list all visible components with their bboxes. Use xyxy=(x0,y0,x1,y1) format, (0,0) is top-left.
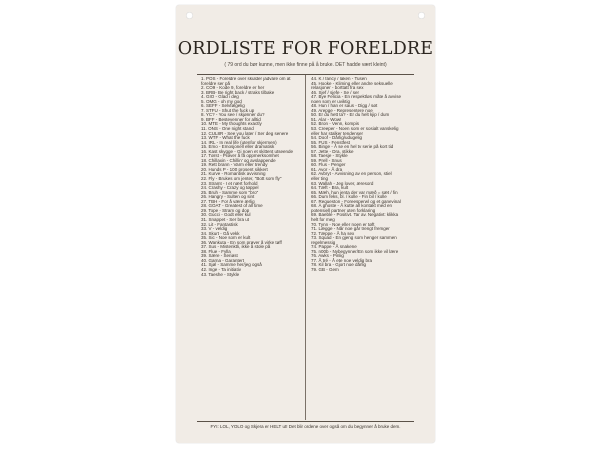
word-list-entry: 28. GOAT - Greatest of all time xyxy=(201,203,263,209)
word-list-entry: 75. n00b - Nybegynner/En som ikke vil lære xyxy=(311,248,399,254)
word-list-entry: 71. Lægge - Når noe går trengt fremger xyxy=(311,226,390,232)
word-list-entry: 51. Alar - Wow! xyxy=(311,116,342,122)
word-list-entry: 41. Sjøl - Samme her/jeg også xyxy=(201,262,262,268)
word-list-entry: 4. GIO - Glad i deg xyxy=(201,94,239,100)
word-list-entry: 62. Avbryt - Avvisning av en person, stiel xyxy=(311,171,392,177)
word-list-entry: foreldre ser på xyxy=(201,80,231,86)
word-list-entry: 50. Er du hett ta? - Er du helt kjip / dum xyxy=(311,112,390,118)
mounting-hole-left xyxy=(186,12,193,19)
word-list-entry: 42. Inge - Ta initiativ xyxy=(201,266,241,272)
word-list-entry: 36. Wankuta - En som prøver å virke tøff xyxy=(201,239,282,245)
word-list-entry: 68. À ghoste - Å kutte all kontakt med en xyxy=(311,203,393,209)
word-list-entry: 20. Hunds P - 100 prosent sikkert xyxy=(201,166,268,172)
sign-subtitle: ( 79 ord du bør kunne, men ikke finne på å bruke. DET hadde vært kleint) xyxy=(224,62,387,68)
word-list-entry: 24. Crashy - Crazy og tøppel xyxy=(201,185,259,191)
word-list-entry: 22. Fly - Brukes om jenter, "Bott som fly" xyxy=(201,176,282,182)
word-list-entry: 48. Hun / han er saus - Digg / søt xyxy=(311,103,378,109)
word-list-entry: 49. Arepge - Representere noe xyxy=(311,107,373,113)
word-list-entry: 25. Bruh - Samme som "bro" xyxy=(201,189,259,195)
word-list-entry: 5. OMG - oh my god xyxy=(201,98,242,104)
word-list-entry: 8. YC? - You see / skjønner du? xyxy=(201,112,265,118)
word-list-entry: 66. Dum feks, bl. / kolle - Fin bil / kolle xyxy=(311,194,387,200)
left-word-column xyxy=(201,77,305,420)
word-list-entry: 9. BFF - Bestevenner for alltid xyxy=(201,116,261,122)
word-list-entry: 43. Taeshe - Stykle xyxy=(201,271,240,277)
word-list-entry: 34. Skurt - Gå vekk xyxy=(201,230,240,236)
word-list-entry: 59. Prell - Snus xyxy=(311,157,342,163)
mounting-hole-right xyxy=(418,12,425,19)
word-list-entry: 16. Kast skygge - Gi noen et skittent utseende xyxy=(201,148,294,154)
word-list-entry: 77. Å tré - Å ete noe veldig bra xyxy=(311,257,373,263)
right-word-column xyxy=(311,77,411,420)
word-list-entry: 47. Bye Felicia - En respektløs måte å avvise xyxy=(311,94,402,100)
word-list-entry: 53. Creeper - Noen som er sosialt vanskelig xyxy=(311,126,399,132)
word-list-entry: 52. Bron - Venn, kompis xyxy=(311,121,360,127)
word-list-entry: 64. Tæft - Bra, kult xyxy=(311,185,349,191)
word-list-entry: 54. Doof - Dårlig/udugelig xyxy=(311,135,363,141)
word-list-entry: 32. Lit - Fantastisk xyxy=(201,221,238,227)
word-list-entry: noen som er uviktig xyxy=(311,98,351,104)
word-list-entry: 74. Pappe - Å snakene xyxy=(311,244,357,250)
word-list-entry: 65. Mæh, hun jenta der var mæð = sæt / fin xyxy=(311,189,398,195)
sign-footer: FYI: LOL, YOLO og Skjera er HELT ut! Det blir ordene over også om du begynner å bruke dem. xyxy=(210,424,401,429)
word-list-entry: 46. Sjef / sjefe - Se / ser xyxy=(311,89,360,95)
word-list-entry: 40. Garna - Garantert xyxy=(201,257,245,263)
bottom-rule xyxy=(197,421,414,422)
word-list-entry: 31. Snappet - Ser bra ut xyxy=(201,216,250,222)
word-list-entry: 27. TBH - For å være ærlig xyxy=(201,198,255,204)
word-list-entry: 6. SEFF - Selvfølgelig xyxy=(201,103,245,109)
word-list-entry: 45. Hooke - Kliming eller andre seksuelle xyxy=(311,80,393,86)
word-list-entry: 39. Sære - Seriøst xyxy=(201,253,238,259)
word-list-entry: 69. Baeble - Positivt. Tar av. Negativt: klikka xyxy=(311,212,399,218)
word-list-entry: 44. K / fancy / laken - Tusen xyxy=(311,77,367,81)
word-list-entry: 35. Sic - Noe som er kult xyxy=(201,235,251,241)
word-list-entry: 67. Requeston - Foreesperwl og et ganevinal xyxy=(311,198,401,204)
word-list-entry: 79. GB - Gem xyxy=(311,266,339,272)
word-list-entry: 58. Taesje - Stykle xyxy=(311,153,348,159)
word-list-entry: 19. Rett brann - Varm eller trendy xyxy=(201,162,268,168)
word-list-entry: 55. FUS - Fenstfest xyxy=(311,139,351,145)
word-list-entry: 3. BRB- Be right back / straks tilbake xyxy=(201,89,275,95)
word-list-entry: 26. Hangry - Sulten og sint xyxy=(201,194,255,200)
word-list-entry: 21. Kurve - Romantisk avvisning xyxy=(201,171,266,177)
word-list-entry: 70. Tynn - Noe eller noen er tøft xyxy=(311,221,375,227)
word-list-entry: 72. Tæppe - Å ha sex xyxy=(311,230,355,236)
word-list-entry: 60. Flus - Penger xyxy=(311,162,346,168)
word-list-entry: 29. Tope - Stram og dop xyxy=(201,207,250,213)
word-list-entry: potensiell partner uten forklaring xyxy=(311,207,376,213)
word-list-entry: 61. Avor - Å dra xyxy=(311,166,343,172)
word-list-entry: eller ting xyxy=(311,176,329,182)
word-list-entry: 17. Tørst - Prøver å få oppmerksomhet xyxy=(201,153,279,159)
word-list-sign xyxy=(176,5,435,443)
word-list-entry: 37. Sus - Mistenktli, ikke å stole på xyxy=(201,244,271,250)
word-list-entry: 13. WTF - What the fuck xyxy=(201,135,250,141)
word-list-entry: 73. Squad - En gjeng som henger sammen xyxy=(311,235,397,241)
word-list-entry: 30. Gucci - Godt eller kul xyxy=(201,212,251,218)
word-list-entry: 56. Binge - Å se en hel tv serie på kort tid xyxy=(311,144,394,150)
sign-title: ORDLISTE FOR FORELDRE xyxy=(177,39,434,59)
word-list-entry: 57. Jette - Dra, stikke xyxy=(311,148,354,154)
word-list-entry: 78. Kil bra - Gjort noe dårlig xyxy=(311,262,367,268)
word-list-entry: eller har stalker tendenser xyxy=(311,130,364,136)
column-divider xyxy=(305,75,306,420)
word-list-entry: 63. Wallah - Jeg lover, æresord xyxy=(311,180,374,186)
word-list-entry: 2. CO9 - Kode 9, foreldre er her xyxy=(201,85,265,91)
word-list-entry: 76. Awks - Pinlig xyxy=(311,253,344,259)
word-list-entry: 12. CUL8R - See you later / Ser deg senere xyxy=(201,130,289,136)
word-list-entry: 1. POS - Foreldre over skulder jadvare om at xyxy=(201,77,291,81)
word-list-entry: 15. Emo - Emosjonell eller dramatisk xyxy=(201,144,275,150)
word-list-entry: 33. V - veldig xyxy=(201,226,228,232)
word-list-entry: 10. MTE - My thoughts exactly xyxy=(201,121,262,127)
word-list-entry: 38. Flue - Fylla xyxy=(201,248,231,254)
word-list-entry: 11. ONS - One night stand xyxy=(201,126,254,132)
word-list-entry: 7. STFU - Shut the fuck up xyxy=(201,107,255,113)
word-list-entry: 18. Chillaxin - Chillin' og avslappende xyxy=(201,157,276,163)
word-list-entry: 14. IRL - In real life (utenfor skjermen) xyxy=(201,139,277,145)
word-list-entry: relasjoner - borttatt fra sex xyxy=(311,85,364,91)
word-list-entry: 23. Stramt - I et nært forhold xyxy=(201,180,258,186)
word-list-entry: helt for meg xyxy=(311,216,335,222)
word-list-entry: regelmessig xyxy=(311,239,336,245)
